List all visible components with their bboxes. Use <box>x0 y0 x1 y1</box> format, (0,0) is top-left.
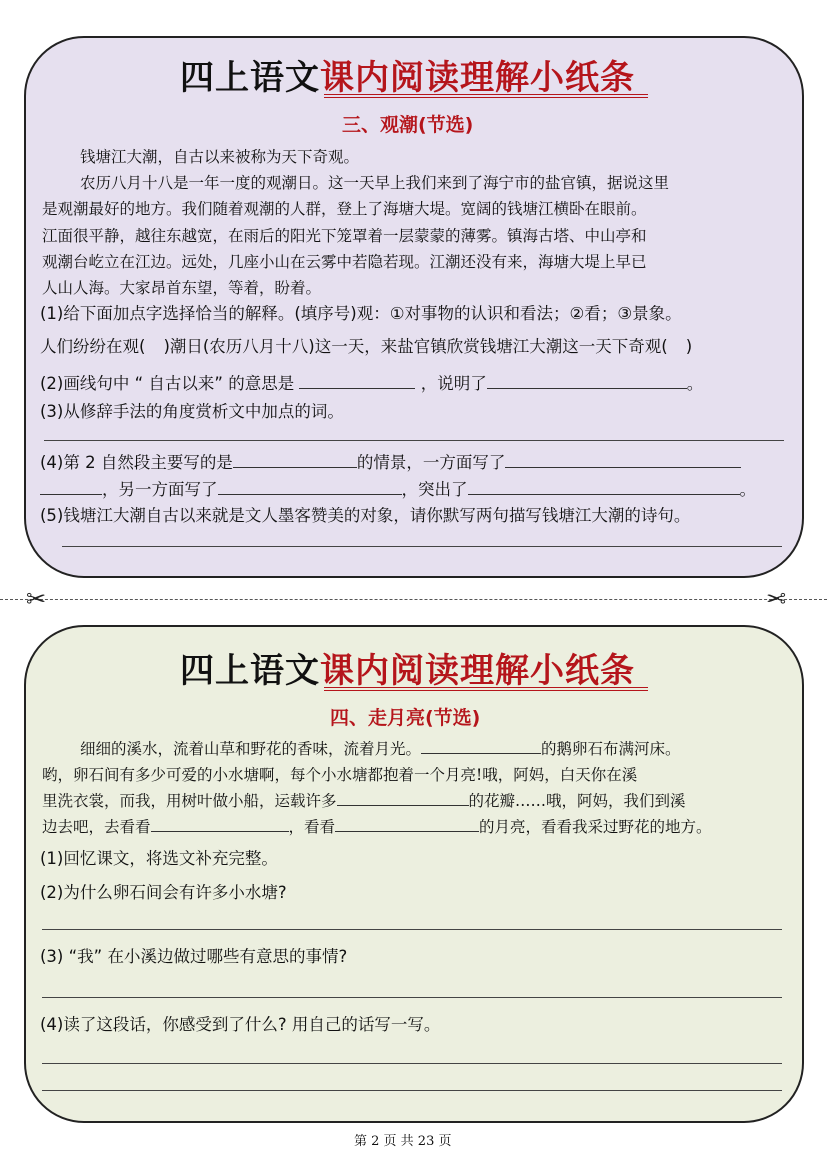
question-1: (1)回忆课文，将选文补充完整。 <box>40 849 278 868</box>
answer-blank[interactable] <box>421 739 541 754</box>
answer-blank[interactable] <box>337 791 469 806</box>
scissors-icon: ✂ <box>26 585 47 613</box>
answer-blank[interactable] <box>151 817 289 832</box>
section-heading: 三、观潮(节选) <box>342 114 474 136</box>
question-3: (3) “我” 在小溪边做过哪些有意思的事情? <box>40 947 348 966</box>
card-title: 四上语文课内阅读理解小纸条 <box>180 58 635 98</box>
answer-blank[interactable] <box>487 374 687 389</box>
question-2: (2)为什么卵石间会有许多小水塘? <box>40 883 287 902</box>
answer-line[interactable] <box>42 1063 782 1064</box>
card-title: 四上语文课内阅读理解小纸条 <box>180 651 635 691</box>
answer-blank[interactable] <box>233 453 357 468</box>
answer-line[interactable] <box>62 546 782 547</box>
passage-line: 是观潮最好的地方。我们随着观潮的人群，登上了海塘大堤。宽阔的钱塘江横卧在眼前。 <box>42 200 647 218</box>
section-heading: 四、走月亮(节选) <box>330 707 481 729</box>
passage-line: 人山人海。大家昂首东望，等着，盼着。 <box>42 279 322 297</box>
answer-blank[interactable] <box>335 817 479 832</box>
answer-line[interactable] <box>42 929 782 930</box>
passage-line: 江面很平静，越往东越宽，在雨后的阳光下笼罩着一层蒙蒙的薄雾。镇海古塔、中山亭和 <box>42 227 647 245</box>
question-1: (1)给下面加点字选择恰当的解释。(填序号)观：①对事物的认识和看法；②看；③景象。 <box>40 304 682 323</box>
reading-card-guanchao <box>24 36 804 578</box>
cut-line <box>0 599 827 600</box>
question-2: (2)画线句中 “ 自古以来” 的意思是 ，说明了 。 <box>40 374 704 393</box>
reading-card-zouyueliang <box>24 625 804 1123</box>
answer-blank[interactable] <box>468 480 740 495</box>
passage-line: 边去吧，去看看 ，看看 的月亮，看看我采过野花的地方。 <box>42 818 712 836</box>
question-3: (3)从修辞手法的角度赏析文中加点的词。 <box>40 402 344 421</box>
title-underline <box>324 687 648 691</box>
answer-line[interactable] <box>44 440 784 441</box>
question-4: (4)第 2 自然段主要写的是 的情景，一方面写了 <box>40 449 741 473</box>
question-1-sentence: 人们纷纷在观( )潮日(农历八月十八)这一天，来盐官镇欣赏钱塘江大潮这一天下奇观( ) <box>40 337 693 356</box>
passage-line: 哟，卵石间有多少可爱的小水塘啊，每个小水塘都抱着一个月亮!哦，阿妈，白天你在溪 <box>42 766 638 784</box>
answer-blank[interactable] <box>40 480 102 495</box>
question-5: (5)钱塘江大潮自古以来就是文人墨客赞美的对象，请你默写两句描写钱塘江大潮的诗句。 <box>40 506 691 525</box>
passage-line: 观潮台屹立在江边。远处，几座小山在云雾中若隐若现。江潮还没有来，海塘大堤上早已 <box>42 253 647 271</box>
page-number: 第 2 页 共 23 页 <box>354 1134 452 1149</box>
scissors-icon: ✂ <box>766 585 787 613</box>
title-underline <box>324 94 648 98</box>
question-4-cont: ，另一方面写了 ，突出了 。 <box>40 476 756 500</box>
answer-line[interactable] <box>42 1090 782 1091</box>
passage-line: 细细的溪水，流着山草和野花的香味，流着月光。 的鹅卵石布满河床。 <box>80 740 681 758</box>
answer-line[interactable] <box>42 997 782 998</box>
answer-blank[interactable] <box>299 374 415 389</box>
answer-blank[interactable] <box>218 480 402 495</box>
passage-line: 钱塘江大潮，自古以来被称为天下奇观。 <box>80 148 360 166</box>
answer-blank[interactable] <box>505 453 741 468</box>
question-4: (4)读了这段话，你感受到了什么? 用自己的话写一写。 <box>40 1015 441 1034</box>
passage-line: 里洗衣裳，而我，用树叶做小船，运载许多 的花瓣……哦，阿妈，我们到溪 <box>42 792 686 810</box>
passage-line: 农历八月十八是一年一度的观潮日。这一天早上我们来到了海宁市的盐官镇，据说这里 <box>80 174 670 192</box>
